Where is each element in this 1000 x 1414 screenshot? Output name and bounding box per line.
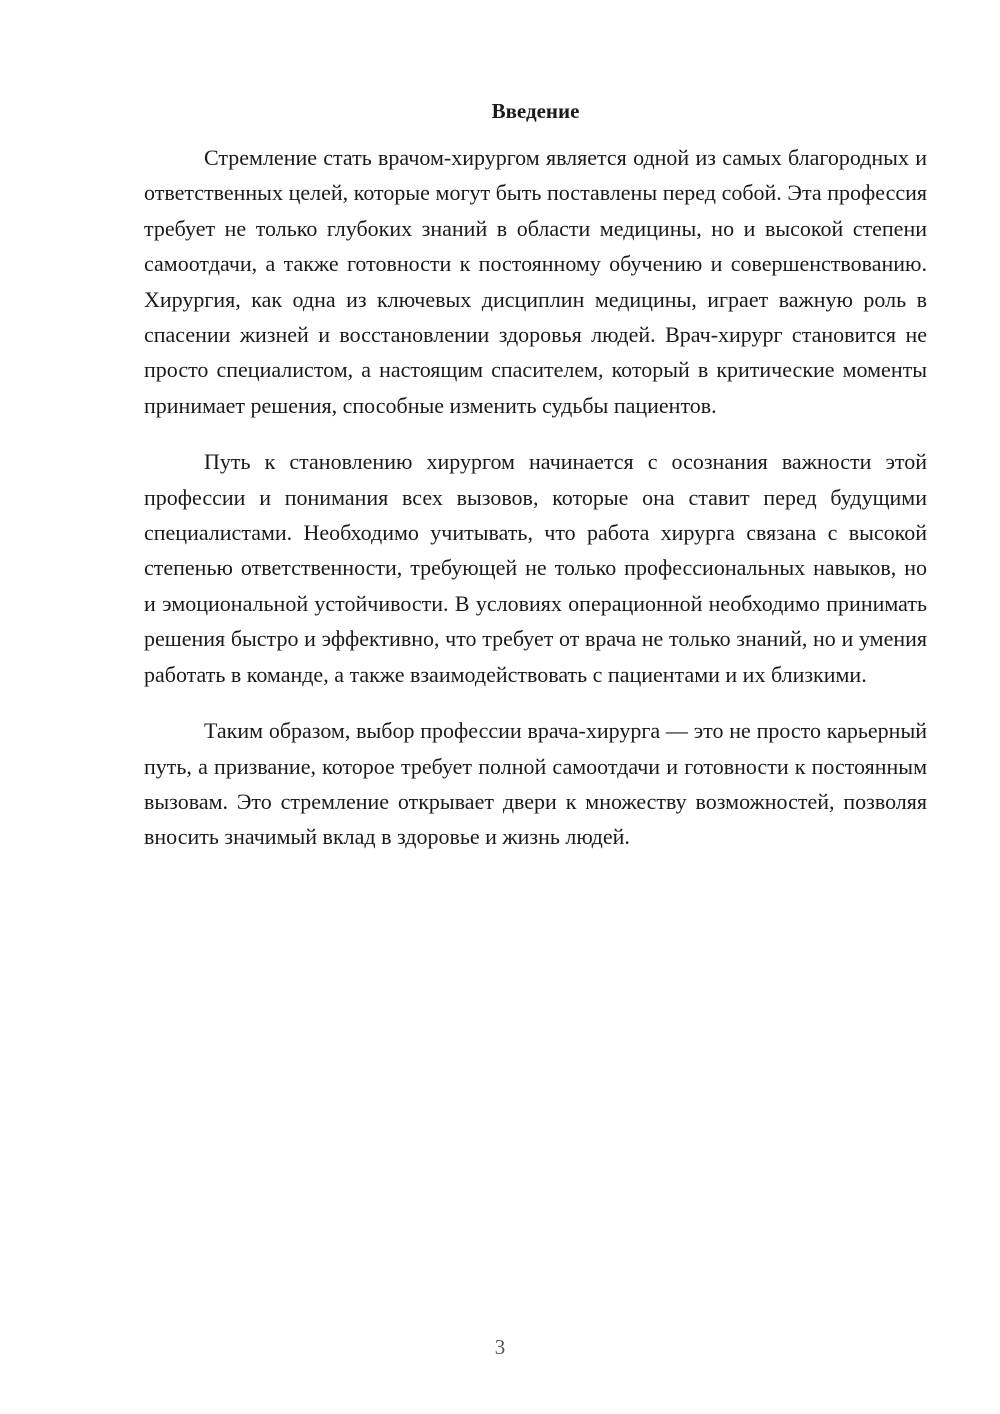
page-number: 3 bbox=[494, 1335, 506, 1359]
paragraph-1: Стремление стать врачом-хирургом является одной из самых благородных и ответственных целей, которые могут быть поставлены перед собой. Эта профессия требует не только глубоких знаний в области медицины, но и высокой степени самоотдачи, а также готовности к постоянному обучению и совершенствованию. Хирургия, как одна из ключевых дисциплин медицины, играет важную роль в спасении жизней и восстановлении здоровья людей. Врач-хирург становится не просто специалистом, а настоящим спасителем, который в критические моменты принимает решения, способные изменить судьбы пациентов. bbox=[144, 145, 927, 418]
paragraph-2: Путь к становлению хирургом начинается с осознания важности этой профессии и понимания всех вызовов, которые она ставит перед будущими специалистами. Необходимо учитывать, что работа хирурга связана с высокой степенью ответственности, требующей не только профессиональных навыков, но и эмоциональной устойчивости. В условиях операционной необходимо принимать решения быстро и эффективно, что требует от врача не только знаний, но и умения работать в команде, а также взаимодействовать с пациентами и их близкими. bbox=[144, 449, 927, 687]
paragraph-3: Таким образом, выбор профессии врача-хирурга — это не просто карьерный путь, а призвание, которое требует полной самоотдачи и готовности к постоянным вызовам. Это стремление открывает двери к множеству возможностей, позволяя вносить значимый вклад в здоровье и жизнь людей. bbox=[144, 718, 927, 850]
page-content bbox=[144, 96, 927, 876]
section-title: Введение bbox=[491, 99, 580, 123]
